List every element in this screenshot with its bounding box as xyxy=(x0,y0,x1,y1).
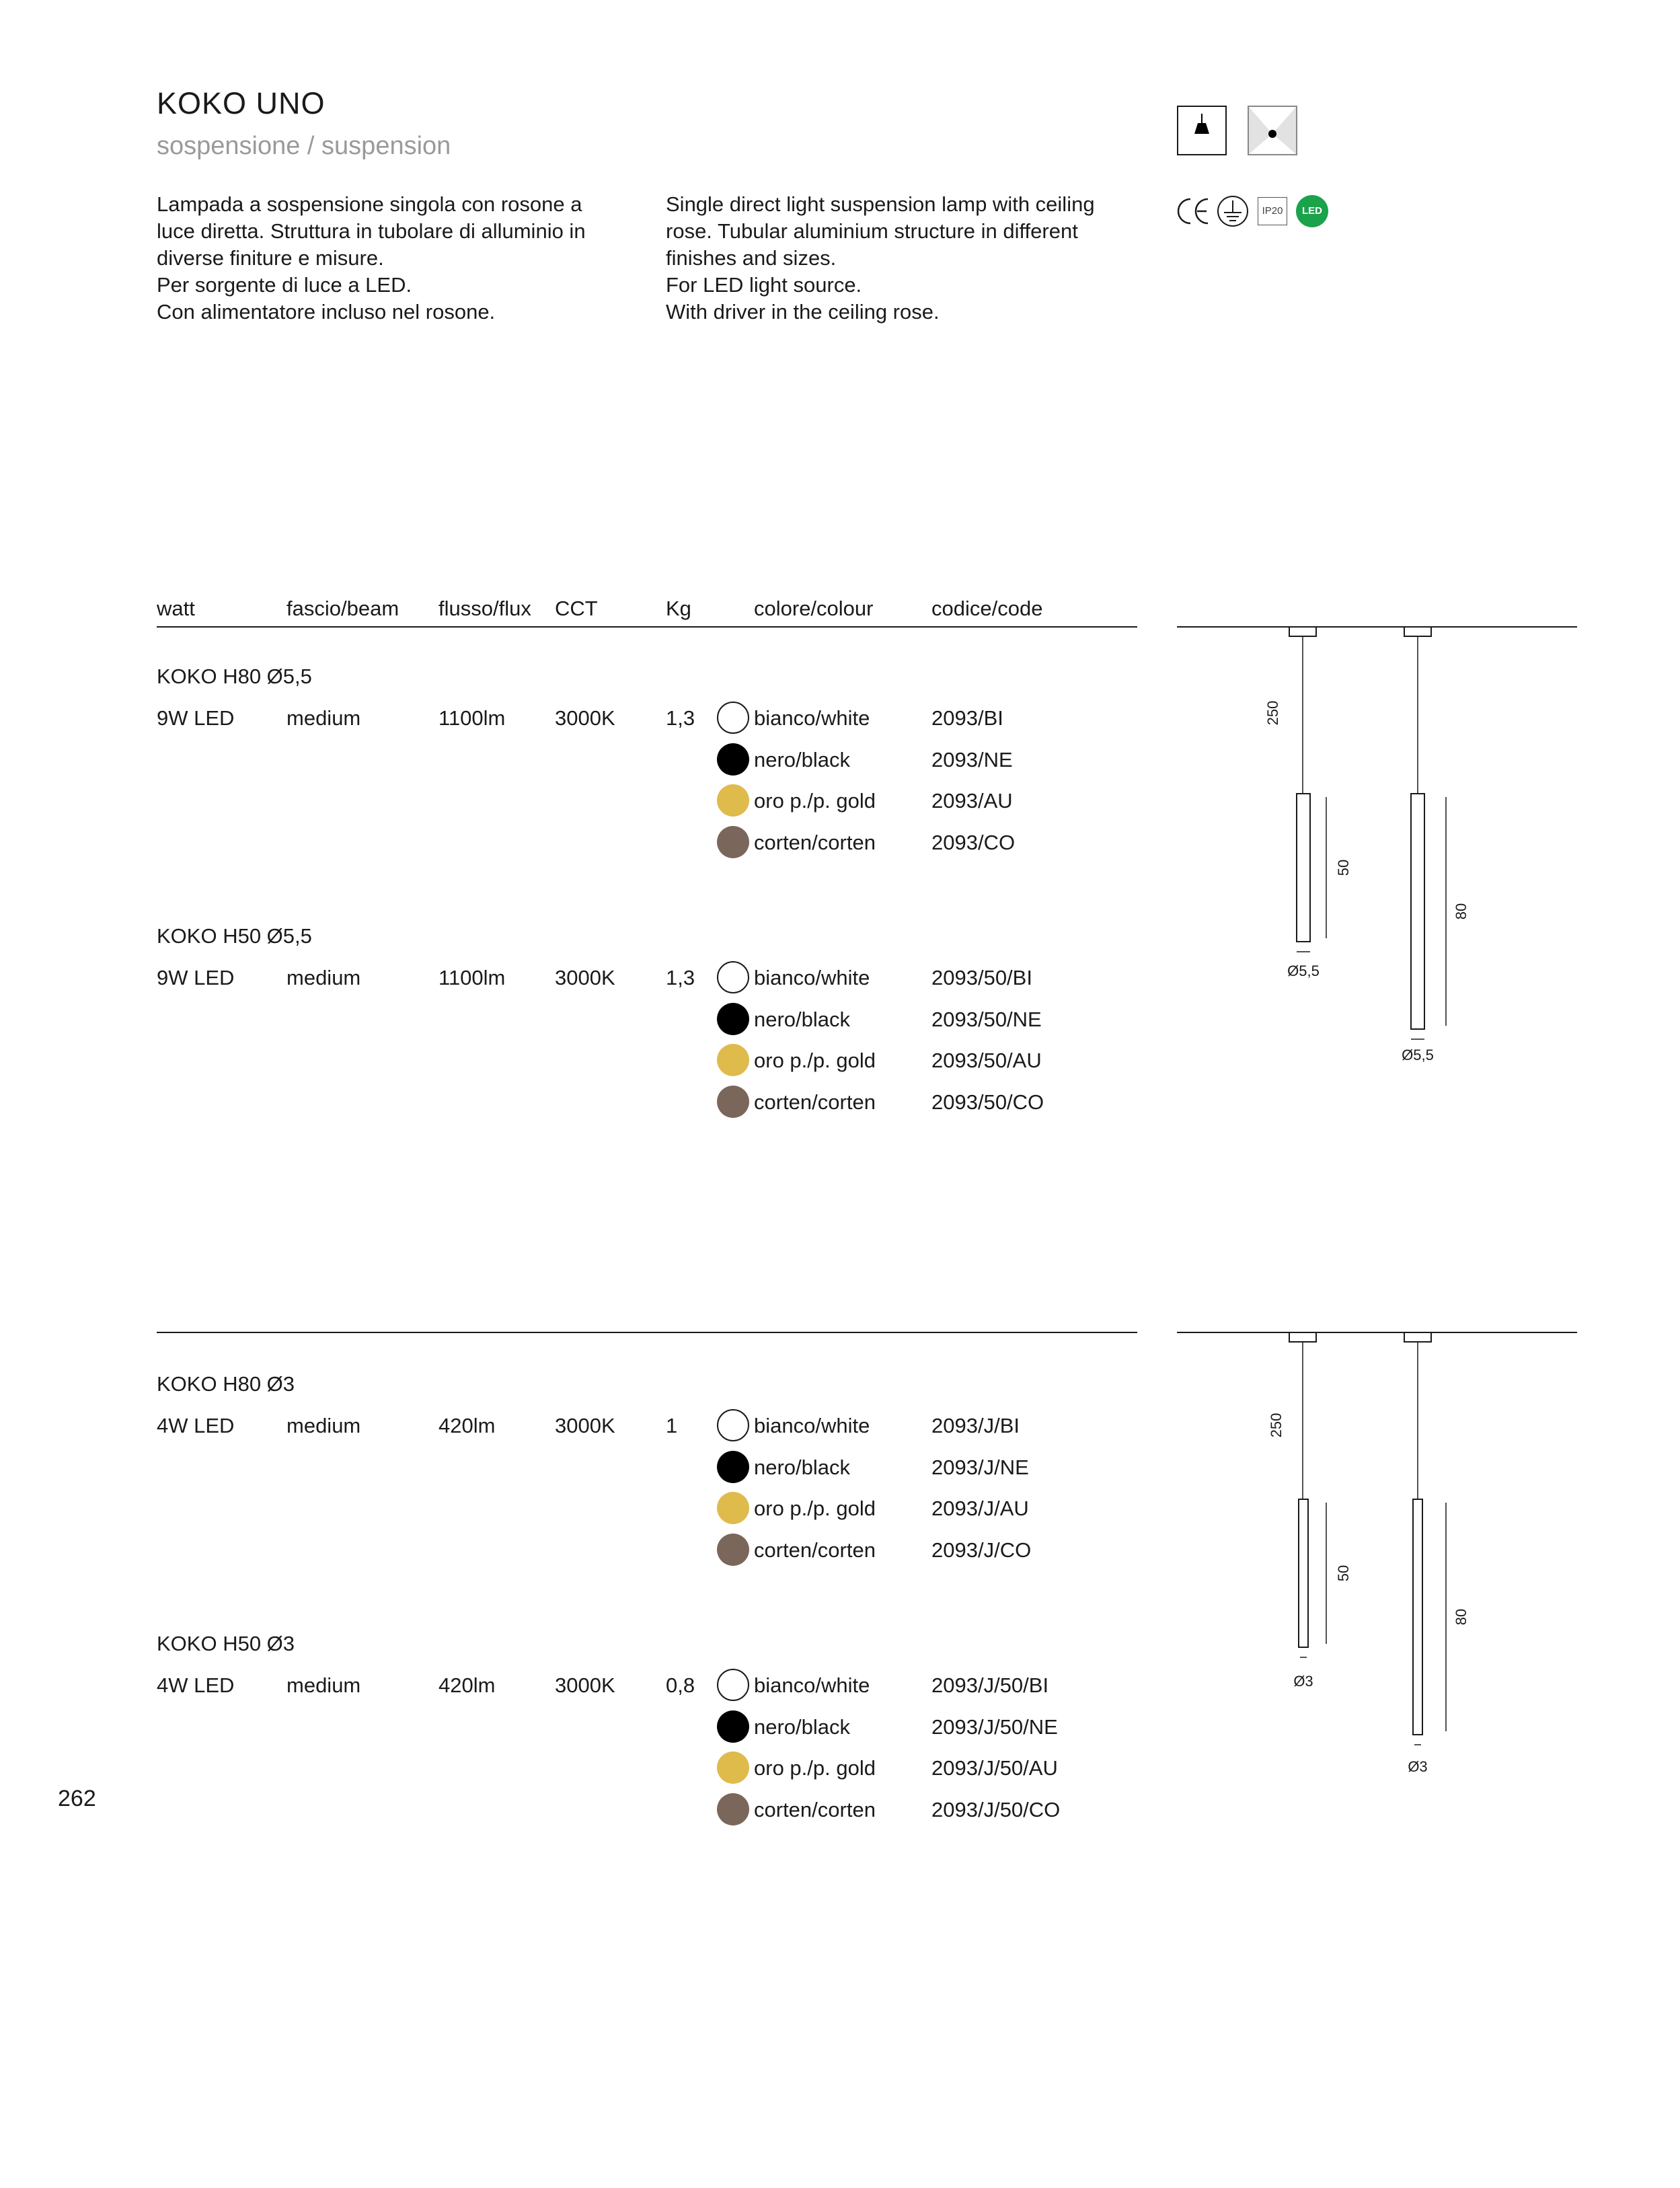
beam-value: medium xyxy=(287,1673,361,1697)
ip20-rating-icon: IP20 xyxy=(1258,197,1287,225)
lamp-drawing-h50 xyxy=(1289,1332,1326,1657)
dimension-short-label: 50 xyxy=(1335,859,1352,876)
colour-swatch xyxy=(717,1793,749,1825)
colour-swatch xyxy=(717,1086,749,1118)
flux-value: 1100lm xyxy=(438,966,506,989)
diameter-short-label: Ø5,5 xyxy=(1287,963,1320,979)
colour-name: bianco/white xyxy=(754,1414,870,1437)
description-line: Con alimentatore incluso nel rosone. xyxy=(157,300,496,324)
description-line: With driver in the ceiling rose. xyxy=(666,300,940,324)
colour-swatch xyxy=(717,1710,749,1743)
dimension-cable-label: 250 xyxy=(1268,1412,1285,1438)
direct-light-icon xyxy=(1248,106,1297,155)
colour-swatch xyxy=(717,1751,749,1784)
model-name: KOKO H80 Ø3 xyxy=(157,1372,295,1396)
product-code: 2093/J/50/AU xyxy=(931,1756,1058,1780)
dimension-long-label: 80 xyxy=(1453,903,1469,920)
dimension-short-label: 50 xyxy=(1335,1564,1352,1582)
description-italian xyxy=(157,191,586,326)
cct-value: 3000K xyxy=(555,706,615,730)
weight-value: 0,8 xyxy=(666,1673,695,1697)
description-line: Single direct light suspension lamp with ceiling xyxy=(666,192,1095,216)
dimension-long-label: 80 xyxy=(1453,1608,1469,1626)
page-number: 262 xyxy=(58,1786,96,1811)
dimension-diagram-3 xyxy=(1170,1331,1601,1802)
watt-value: 9W LED xyxy=(157,966,235,989)
lamp-drawing-h50 xyxy=(1289,627,1326,952)
col-header-watt: watt xyxy=(157,597,195,620)
colour-name: bianco/white xyxy=(754,966,870,989)
diameter-long-label: Ø3 xyxy=(1408,1758,1428,1775)
product-code: 2093/BI xyxy=(931,706,1003,730)
beam-value: medium xyxy=(287,1414,361,1437)
diameter-short-label: Ø3 xyxy=(1293,1673,1313,1690)
dimension-cable-label: 250 xyxy=(1264,700,1281,726)
cct-value: 3000K xyxy=(555,1414,615,1437)
product-code: 2093/CO xyxy=(931,830,1016,854)
colour-name: nero/black xyxy=(754,1714,851,1739)
colour-name: oro p./p. gold xyxy=(754,1756,876,1780)
earth-ground-icon xyxy=(1216,195,1250,227)
description-line: diverse finiture e misure. xyxy=(157,246,384,270)
colour-name: oro p./p. gold xyxy=(754,1049,876,1072)
model-name: KOKO H80 Ø5,5 xyxy=(157,665,312,688)
weight-value: 1,3 xyxy=(666,966,695,989)
colour-name: corten/corten xyxy=(754,1090,876,1114)
product-code: 2093/NE xyxy=(931,747,1013,771)
product-code: 2093/AU xyxy=(931,789,1013,813)
beam-value: medium xyxy=(287,706,361,730)
beam-value: medium xyxy=(287,966,361,989)
colour-swatch xyxy=(717,1451,749,1483)
model-name: KOKO H50 Ø5,5 xyxy=(157,924,312,948)
product-code: 2093/J/BI xyxy=(931,1414,1020,1437)
description-line: luce diretta. Struttura in tubolare di alluminio in xyxy=(157,219,586,243)
colour-name: oro p./p. gold xyxy=(754,789,876,813)
colour-swatch xyxy=(717,784,749,817)
model-name: KOKO H50 Ø3 xyxy=(157,1632,295,1655)
weight-value: 1 xyxy=(666,1414,678,1437)
colour-name: bianco/white xyxy=(754,1673,870,1697)
colour-swatch xyxy=(717,1044,749,1076)
col-header-beam: fascio/beam xyxy=(287,597,399,620)
pendant-lamp-icon xyxy=(1177,106,1227,155)
lamp-drawing-h80 xyxy=(1404,1332,1446,1745)
cct-value: 3000K xyxy=(555,1673,615,1697)
description-line: Lampada a sospensione singola con rosone a xyxy=(157,192,582,216)
description-line: rose. Tubular aluminium structure in different xyxy=(666,219,1078,243)
colour-name: nero/black xyxy=(754,1455,851,1479)
colour-name: bianco/white xyxy=(754,706,870,730)
colour-swatch xyxy=(717,1492,749,1524)
led-badge-icon: LED xyxy=(1296,195,1328,227)
colour-swatch xyxy=(717,826,749,858)
product-code: 2093/J/CO xyxy=(931,1538,1032,1562)
product-subtitle: sospensione / suspension xyxy=(157,132,451,160)
product-code: 2093/J/AU xyxy=(931,1497,1029,1520)
col-header-kg: Kg xyxy=(666,597,691,620)
col-header-cct: CCT xyxy=(555,597,598,620)
description-line: For LED light source. xyxy=(666,273,862,297)
col-header-colour: colore/colour xyxy=(754,597,874,620)
product-code: 2093/50/AU xyxy=(931,1049,1042,1072)
section-divider-rule xyxy=(157,1332,1137,1333)
colour-name: nero/black xyxy=(754,1007,851,1031)
colour-name: nero/black xyxy=(754,747,851,771)
dimension-diagram-5-5 xyxy=(1170,626,1601,1096)
colour-name: oro p./p. gold xyxy=(754,1497,876,1520)
flux-value: 420lm xyxy=(438,1414,496,1437)
col-header-code: codice/code xyxy=(931,597,1043,620)
product-code: 2093/50/NE xyxy=(931,1007,1042,1031)
colour-swatch xyxy=(717,1534,749,1566)
description-line: Per sorgente di luce a LED. xyxy=(157,273,412,297)
diameter-long-label: Ø5,5 xyxy=(1402,1047,1434,1063)
colour-swatch xyxy=(717,1003,749,1035)
colour-swatch xyxy=(717,1409,749,1441)
product-code: 2093/J/50/CO xyxy=(931,1797,1061,1821)
product-code: 2093/J/NE xyxy=(931,1455,1029,1479)
cct-value: 3000K xyxy=(555,966,615,989)
table-header-rule xyxy=(157,626,1137,628)
watt-value: 4W LED xyxy=(157,1673,235,1697)
colour-swatch xyxy=(717,702,749,734)
colour-swatch xyxy=(717,743,749,776)
colour-swatch xyxy=(717,1669,749,1701)
colour-name: corten/corten xyxy=(754,830,876,854)
description-line: finishes and sizes. xyxy=(666,246,837,270)
product-code: 2093/J/50/NE xyxy=(931,1714,1058,1739)
weight-value: 1,3 xyxy=(666,706,695,730)
product-code: 2093/J/50/BI xyxy=(931,1673,1049,1697)
lamp-drawing-h80 xyxy=(1404,627,1446,1039)
product-code: 2093/50/BI xyxy=(931,966,1032,989)
product-code: 2093/50/CO xyxy=(931,1090,1044,1114)
watt-value: 4W LED xyxy=(157,1414,235,1437)
colour-name: corten/corten xyxy=(754,1538,876,1562)
product-title: KOKO UNO xyxy=(157,86,326,120)
ce-mark-icon xyxy=(1176,195,1211,227)
colour-swatch xyxy=(717,961,749,993)
flux-value: 420lm xyxy=(438,1673,496,1697)
watt-value: 9W LED xyxy=(157,706,235,730)
col-header-flux: flusso/flux xyxy=(438,597,531,620)
description-english xyxy=(666,191,1095,326)
colour-name: corten/corten xyxy=(754,1797,876,1821)
flux-value: 1100lm xyxy=(438,706,506,730)
